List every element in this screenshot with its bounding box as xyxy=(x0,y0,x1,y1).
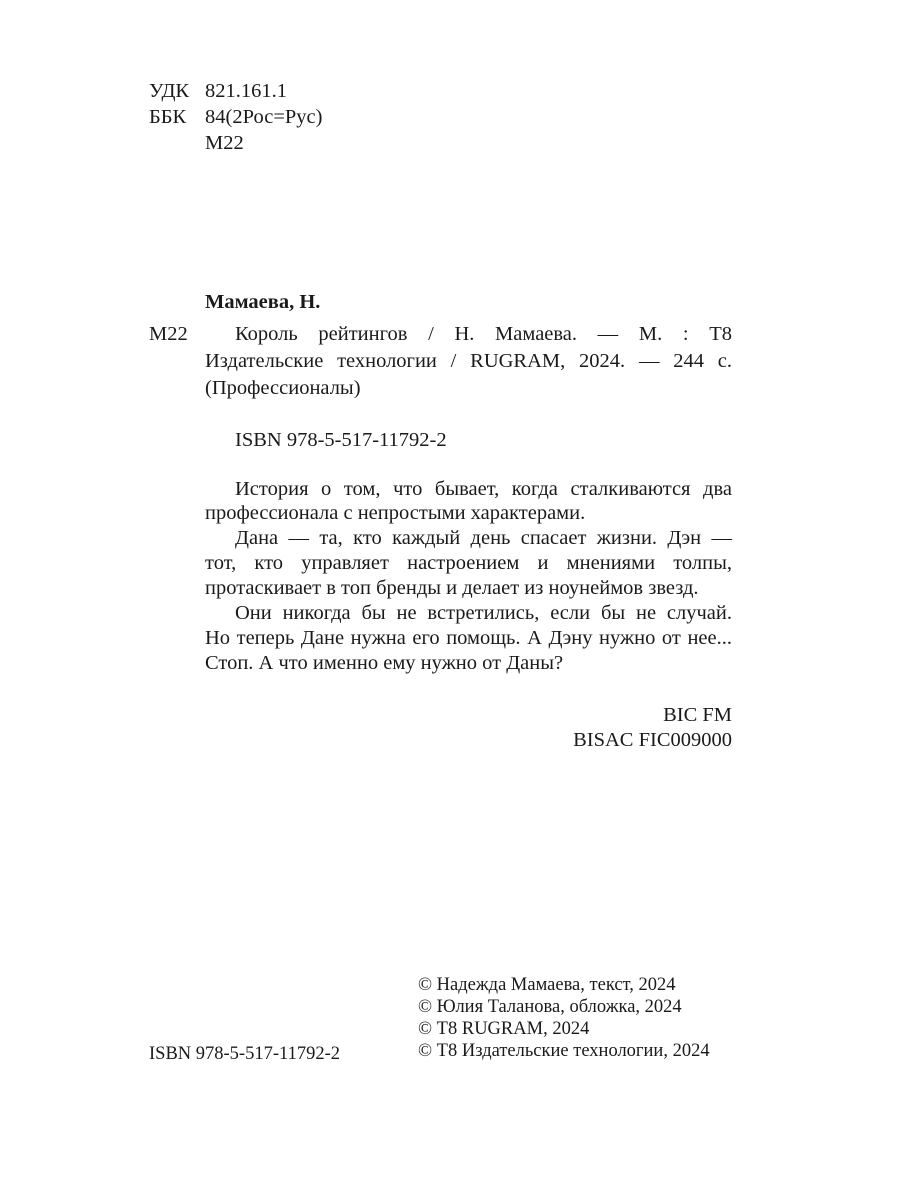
bic-code: BIC FM xyxy=(663,704,732,726)
author-mark: М22 xyxy=(205,132,244,154)
copyright-line: © Т8 Издательские технологии, 2024 xyxy=(418,1041,710,1061)
copyright-line: © Юлия Таланова, обложка, 2024 xyxy=(418,997,682,1017)
bbk-value: 84(2Рос=Рус) xyxy=(205,106,323,128)
annotation-line: протаскивает в топ бренды и делает из ноунеймов звезд. xyxy=(205,577,699,599)
isbn-footer: ISBN 978-5-517-11792-2 xyxy=(149,1044,340,1064)
author-heading: Мамаева, Н. xyxy=(205,291,321,313)
annotation-line: История о том, что бывает, когда сталкиваются два xyxy=(235,478,732,500)
bisac-code: BISAC FIC009000 xyxy=(573,729,732,751)
udk-value: 821.161.1 xyxy=(205,80,287,102)
description-line: Король рейтингов / Н. Мамаева. — М. : Т8 xyxy=(235,323,732,345)
bbk-label: ББК xyxy=(149,106,187,128)
annotation-line: Они никогда бы не встретились, если бы не случай. xyxy=(235,602,732,624)
description-line: Издательские технологии / RUGRAM, 2024. — 244 с. xyxy=(205,350,732,372)
annotation-line: Стоп. А что именно ему нужно от Даны? xyxy=(205,652,564,674)
annotation-line: Но теперь Дане нужна его помощь. А Дэну нужно от нее... xyxy=(205,627,732,649)
annotation-line: профессионала с непростыми характерами. xyxy=(205,502,586,524)
annotation-line: Дана — та, кто каждый день спасает жизни. Дэн — xyxy=(235,527,732,549)
entry-mark: М22 xyxy=(149,323,188,345)
copyright-line: © Т8 RUGRAM, 2024 xyxy=(418,1019,590,1039)
udk-label: УДК xyxy=(149,80,190,102)
description-line: (Профессионалы) xyxy=(205,377,361,399)
copyright-line: © Надежда Мамаева, текст, 2024 xyxy=(418,975,676,995)
annotation-line: тот, кто управляет настроением и мнениями толпы, xyxy=(205,552,732,574)
isbn-main: ISBN 978-5-517-11792-2 xyxy=(235,429,447,451)
